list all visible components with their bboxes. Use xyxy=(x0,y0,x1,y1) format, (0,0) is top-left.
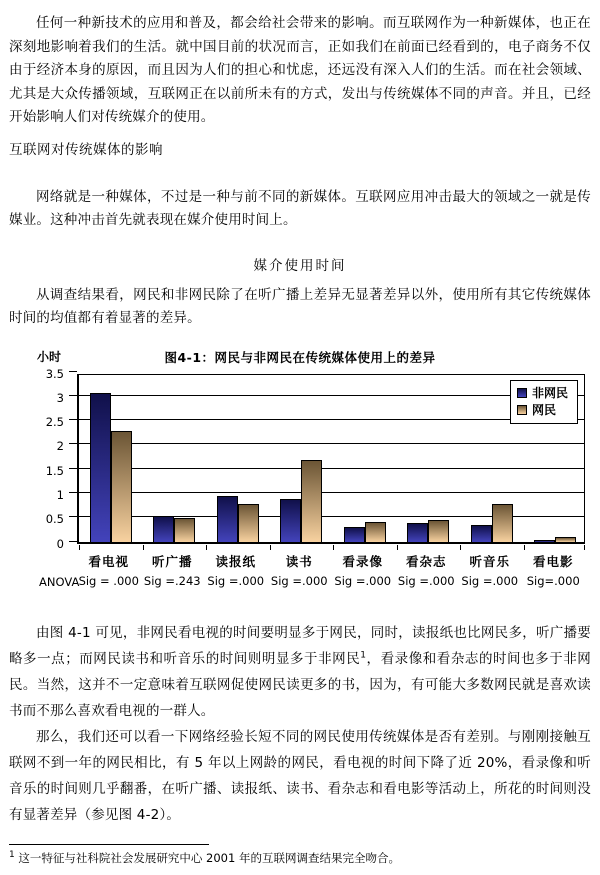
bar-非网民-读书 xyxy=(280,499,301,542)
gridline xyxy=(79,468,584,469)
y-tick-mark xyxy=(69,419,77,420)
y-tick-label: 2 xyxy=(56,439,64,454)
bar-非网民-看电视 xyxy=(90,393,111,541)
x-category-label: 看杂志 xyxy=(405,553,447,569)
bar-非网民-读报纸 xyxy=(217,496,238,541)
bar-非网民-看电影 xyxy=(534,540,555,542)
gridline xyxy=(79,419,584,420)
bar-网民-看电视 xyxy=(111,431,132,541)
y-tick-label: 3 xyxy=(56,390,64,405)
sig-value: Sig =.000 xyxy=(207,573,265,588)
legend-swatch-icon xyxy=(517,388,527,398)
x-category-label: 听广播 xyxy=(151,553,193,569)
footnote-reference: 1 xyxy=(360,650,367,660)
bar-网民-听广播 xyxy=(174,518,195,541)
x-tick-mark xyxy=(143,545,144,550)
section-heading: 互联网对传统媒体的影响 xyxy=(9,141,163,158)
sig-value: Sig =.000 xyxy=(397,573,455,588)
anova-label: ANOVA xyxy=(39,574,80,589)
subsection-heading: 媒介使用时间 xyxy=(253,257,347,274)
paragraph-experience-comparison: 那么，我们还可以看一下网络经验长短不同的网民使用传统媒体是否有差别。与刚刚接触互联网不到一年的网民相比，有 5 年以上网龄的网民，看电视的时间下降了近 20%，看录像和听音乐的时间则几乎翻番，在听广播、读报纸、读书、看杂志和看电影等活动上，所花的时间则没有显著差异（参见图 4-2）。 xyxy=(9,728,591,823)
paragraph-survey-result: 从调查结果看，网民和非网民除了在听广播上差异无显著差异以外，使用所有其它传统媒体时间的均值都有着显著的差异。 xyxy=(9,286,591,326)
footnote-text: 这一特征与社科院社会发展研究中心 2001 年的互联网调查结果完全吻合。 xyxy=(14,850,400,865)
legend-item-netizen xyxy=(517,402,568,419)
paragraph-new-media: 网络就是一种媒体，不过是一种与前不同的新媒体。互联网应用冲击最大的领域之一就是传媒业。这种冲击首先就表现在媒介使用时间上。 xyxy=(9,188,591,228)
y-axis-tick-labels xyxy=(9,366,69,551)
x-tick-mark xyxy=(79,545,80,550)
bar-非网民-听广播 xyxy=(153,516,174,541)
sig-value: Sig =.243 xyxy=(143,573,201,588)
y-tick-label: 3.5 xyxy=(45,366,64,381)
y-tick-mark xyxy=(69,443,77,444)
x-tick-mark xyxy=(397,545,398,550)
sig-value: Sig =.000 xyxy=(461,573,519,588)
y-tick-mark xyxy=(69,468,77,469)
y-tick-label: 1 xyxy=(56,487,64,502)
x-category-label: 看电视 xyxy=(88,553,129,569)
anova-row xyxy=(9,574,591,590)
paragraph-intro: 任何一种新技术的应用和普及，都会给社会带来的影响。而互联网作为一种新媒体，也正在深刻地影响着我们的生活。就中国目前的状况而言，正如我们在前面已经看到的，电子商务不仅由于经济本身的原因，而且因为人们的担心和忧虑，还远没有深入人们的生活。而在社会领域、尤其是大众传播领域，互联网正在以前所未有的方式，发出与传统媒体不同的声音。并且，已经开始影响人们对传统媒介的使用。 xyxy=(9,15,591,125)
x-category-label: 读书 xyxy=(285,553,313,569)
y-tick-mark xyxy=(69,492,77,493)
figure-4-1-chart xyxy=(9,348,591,595)
legend-swatch-icon xyxy=(517,405,527,415)
chart-title: 图4-1：网民与非网民在传统媒体使用上的差异 xyxy=(164,349,436,365)
sig-value: Sig=.000 xyxy=(526,573,580,588)
chart-legend xyxy=(510,380,578,424)
gridline xyxy=(79,443,584,444)
bar-网民-看杂志 xyxy=(428,520,449,541)
x-tick-mark xyxy=(460,545,461,550)
y-tick-mark xyxy=(69,371,77,372)
x-category-label: 读报纸 xyxy=(215,553,256,569)
y-tick-mark xyxy=(69,541,77,542)
x-tick-mark xyxy=(333,545,334,550)
bar-非网民-看杂志 xyxy=(407,523,428,541)
bar-网民-看电影 xyxy=(555,537,576,541)
x-tick-mark xyxy=(206,545,207,550)
y-tick-mark xyxy=(69,395,77,396)
bar-非网民-看录像 xyxy=(344,527,365,541)
x-category-label: 听音乐 xyxy=(469,553,510,569)
legend-label-non-netizen: 非网民 xyxy=(531,386,568,400)
y-tick-label: 0 xyxy=(56,536,64,551)
gridline xyxy=(79,492,584,493)
plot-area xyxy=(77,374,585,544)
paragraph-figure-analysis xyxy=(9,620,591,724)
legend-label-netizen: 网民 xyxy=(531,403,556,417)
sig-value: Sig =.000 xyxy=(334,573,392,588)
y-tick-label: 1.5 xyxy=(45,463,64,478)
bar-网民-听音乐 xyxy=(492,504,513,541)
bar-网民-看录像 xyxy=(365,522,386,541)
x-axis-category-labels xyxy=(77,552,585,570)
sig-value: Sig = .000 xyxy=(78,573,139,588)
analysis-text-after-footnote: ，看录像和看杂志的时间也多于非网民。当然，这并不一定意味着互联网促使网民读更多的书，因为，有可能大多数网民就是喜欢读书而不那么喜欢看电视的一群人。 xyxy=(9,650,592,719)
gridline xyxy=(79,395,584,396)
footnote-number: 1 xyxy=(9,849,15,860)
x-tick-mark xyxy=(584,545,585,550)
x-category-label: 看电影 xyxy=(532,553,574,569)
footnote-separator xyxy=(9,844,209,845)
sig-values-row xyxy=(77,574,585,588)
x-category-label: 看录像 xyxy=(342,553,383,569)
y-axis-unit-label: 小时 xyxy=(37,349,62,364)
bar-非网民-听音乐 xyxy=(471,525,492,541)
analysis-text-before-footnote: 由图 4-1 可见，非网民看电视的时间要明显多于网民，同时，读报纸也比网民多，听广播要略多一点；而网民读书和听音乐的时间则明显多于非网民 xyxy=(9,624,591,667)
footnote xyxy=(9,851,591,866)
legend-item-non-netizen xyxy=(517,385,568,402)
y-tick-label: 0.5 xyxy=(45,512,64,527)
sig-value: Sig =.000 xyxy=(270,573,328,588)
x-tick-mark xyxy=(524,545,525,550)
x-tick-mark xyxy=(270,545,271,550)
bar-网民-读报纸 xyxy=(238,504,259,541)
y-tick-mark xyxy=(69,516,77,517)
y-tick-label: 2.5 xyxy=(45,415,64,430)
bar-网民-读书 xyxy=(301,460,322,542)
